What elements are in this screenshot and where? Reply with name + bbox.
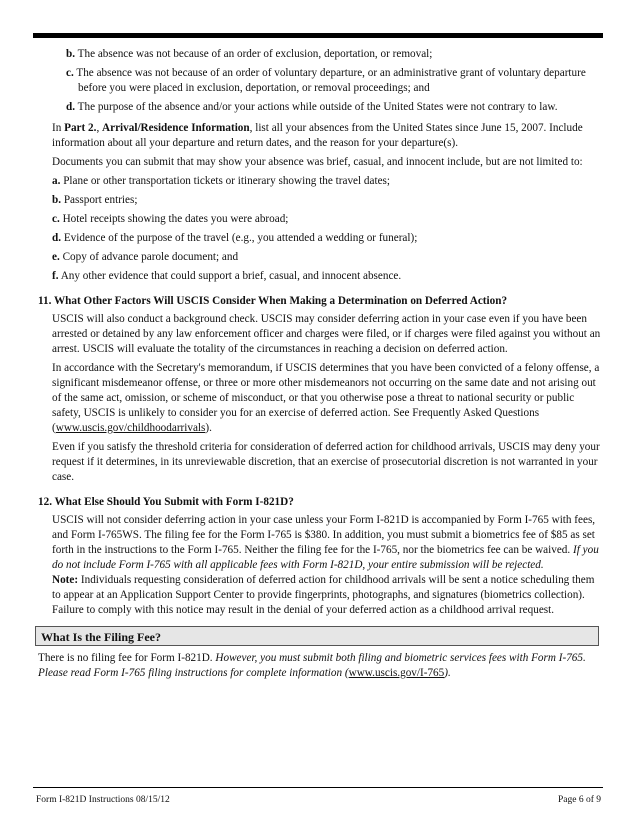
list-item: f. Any other evidence that could support a brief, casual, and innocent absence. <box>52 270 402 282</box>
list-item: b. The absence was not because of an order of exclusion, deportation, or removal; <box>66 48 433 60</box>
footer-form-id: Form I-821D Instructions 08/15/12 <box>36 795 170 805</box>
section-11-paragraph-1: USCIS will also conduct a background check. USCIS may consider deferring action in your case even if you have been arrested or detained by any law enforcement officer and charges were filed, or if charges were filed against you without an arrest. USCIS will evaluate the totality of the circumstances in reaching a decision on deferred action. <box>52 313 601 355</box>
documents-list <box>38 174 604 284</box>
filing-fee-paragraph: There is no filing fee for Form I-821D. However, you must submit both filing and biometric services fees with Form I-765. Please read Form I-765 filing instructions for complete information (www.uscis.gov/I-765). <box>38 652 586 679</box>
part2-paragraph: In Part 2., Arrival/Residence Information, list all your absences from the United States since June 15, 2007. Include information about all your departure and return dates, and the reason for your departure(s). <box>52 122 583 149</box>
section-11-paragraph-2: In accordance with the Secretary's memorandum, if USCIS determines that you have been convicted of a felony offense, a significant misdemeanor offense, or three or more other misdemeanors not occurring on the same date and not arising out of the same act, omission, or scheme of misconduct, or that you otherwise pose a threat to national security or public safety, USCIS is unlikely to consider you for an exercise of deferred action. See Frequently Asked Questions (www.uscis.gov/childhoodarrivals). <box>52 362 600 434</box>
list-item: e. Copy of advance parole document; and <box>52 251 239 263</box>
filing-fee-heading: What Is the Filing Fee? <box>35 626 599 646</box>
i765-link[interactable]: www.uscis.gov/I-765 <box>348 667 445 679</box>
list-item: c. Hotel receipts showing the dates you were abroad; <box>52 213 289 225</box>
section-12-heading: 12. What Else Should You Submit with Form I-821D? <box>38 496 294 508</box>
list-item: c. The absence was not because of an order of voluntary departure, or an administrative grant of voluntary departure before you were placed in exclusion, deportation, or removal proceedings; and <box>66 67 586 94</box>
section-12-paragraph: USCIS will not consider deferring action in your case unless your Form I-821D is accompanied by Form I-765 with fees, and Form I-765WS. The filing fee for the Form I-765 is $380. In addition, you must submit a biometrics fee of $85 as set forth in the instructions to the Form I-765. Neither the filing fee for the I-765, nor the biometrics fee can be waived. If you do not include Form I-765 with all applicable fees with Form I-821D, your entire submission will be rejected. Note: Individuals requesting consideration of deferred action for childhood arrivals will be sent a notice scheduling them to appear at an Application Support Center to provide fingerprints, photographs, and signatures (biometrics collection). Failure to comply with this notice may result in the denial of your deferred action as a childhood arrival request. <box>52 514 599 616</box>
list-item: d. The purpose of the absence and/or your actions while outside of the United States were not contrary to law. <box>66 101 558 113</box>
list-item: d. Evidence of the purpose of the travel (e.g., you attended a wedding or funeral); <box>52 232 418 244</box>
documents-intro: Documents you can submit that may show your absence was brief, casual, and innocent include, but are not limited to: <box>52 156 583 168</box>
list-item: b. Passport entries; <box>52 194 138 206</box>
top-rule <box>33 33 603 38</box>
section-11-paragraph-3: Even if you satisfy the threshold criteria for consideration of deferred action for childhood arrivals, USCIS may deny your request if it determines, in its unreviewable discretion, that an exercise of prosecutorial discretion is not warranted in your case. <box>52 441 600 483</box>
page-content <box>38 47 604 685</box>
footer-rule <box>33 787 603 788</box>
absence-conditions-list <box>38 47 604 115</box>
footer-page-number: Page 6 of 9 <box>557 795 601 805</box>
section-11-heading: 11. What Other Factors Will USCIS Consider When Making a Determination on Deferred Action? <box>38 295 508 307</box>
list-item: a. Plane or other transportation tickets or itinerary showing the travel dates; <box>52 175 391 187</box>
childhood-arrivals-link[interactable]: www.uscis.gov/childhoodarrivals <box>55 422 206 434</box>
